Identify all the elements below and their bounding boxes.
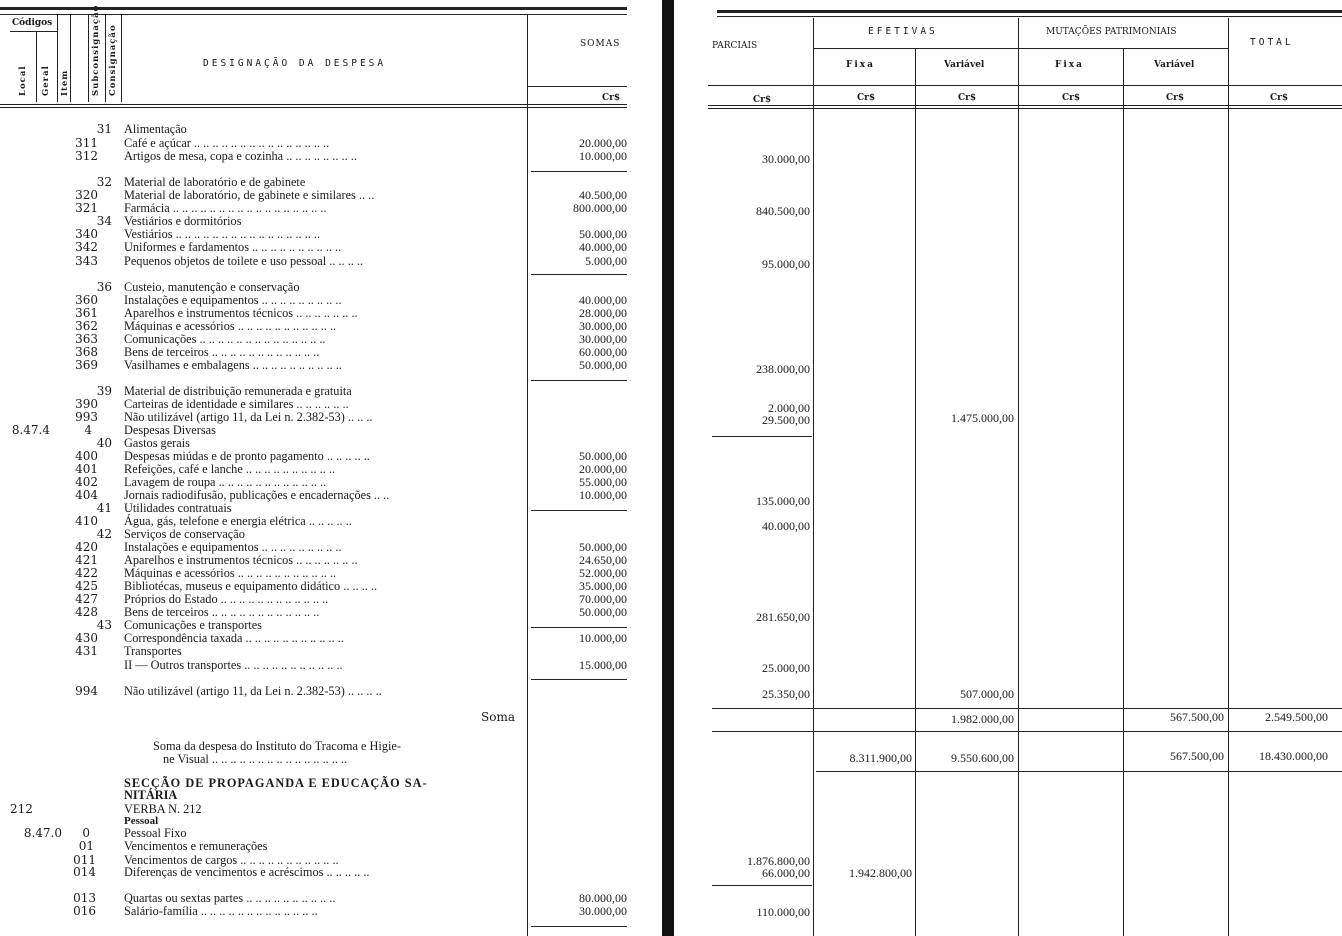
row-code: 01 bbox=[78, 839, 94, 853]
row-code: 32 bbox=[96, 175, 112, 189]
verba-code: 212 bbox=[10, 802, 33, 816]
parcial-value: 66.000,00 bbox=[762, 866, 810, 880]
row-soma: 30.000,00 bbox=[579, 904, 627, 918]
row-description: Serviços de conservação bbox=[124, 527, 245, 541]
row-code: 34 bbox=[96, 214, 112, 228]
row-description: Artigos de mesa, copa e cozinha .. .. .. .. .. .. .. .. bbox=[124, 149, 357, 163]
col-sep bbox=[36, 32, 37, 102]
row-code: 42 bbox=[96, 527, 112, 541]
row-description: Instalações e equipamentos .. .. .. .. .. .. .. .. .. bbox=[124, 540, 342, 554]
parcial-value: 95.000,00 bbox=[762, 257, 810, 271]
subtotal-rule bbox=[531, 171, 627, 172]
row-description: Salário-família .. .. .. .. .. .. .. .. .. .. .. .. .. bbox=[124, 904, 318, 918]
cur-fixa2: Cr$ bbox=[1062, 93, 1081, 103]
row-soma: 10.000,00 bbox=[579, 149, 627, 163]
row-description: Farmácia .. .. .. .. .. .. .. .. .. .. .. .. .. .. .. .. .. bbox=[124, 201, 327, 215]
row-description: Material de laboratório e de gabinete bbox=[124, 175, 306, 189]
row-description: Alimentação bbox=[124, 122, 187, 136]
row-description: Despesas Diversas bbox=[124, 423, 216, 437]
soma-rule bbox=[712, 708, 1342, 709]
row-description: Comunicações e transportes bbox=[124, 618, 262, 632]
subtotal-rule bbox=[531, 274, 627, 275]
variavel-instituto: 9.550.600,00 bbox=[951, 751, 1014, 765]
row-code: 368 bbox=[75, 345, 98, 359]
row-soma: 55.000,00 bbox=[579, 475, 627, 489]
row-code: 311 bbox=[75, 136, 98, 150]
row-code: 340 bbox=[75, 227, 98, 241]
row-description: Instalações e equipamentos .. .. .. .. .. .. .. .. .. bbox=[124, 293, 342, 307]
row-code: 363 bbox=[75, 332, 98, 346]
subtotal-rule bbox=[531, 380, 627, 381]
row-description: Máquinas e acessórios .. .. .. .. .. .. .. .. .. .. .. bbox=[124, 566, 337, 580]
row-code: 4 bbox=[84, 423, 92, 437]
header-cur: Cr$ bbox=[602, 93, 621, 103]
row-code: 321 bbox=[75, 201, 98, 215]
fixa-pessoal: 1.942.800,00 bbox=[849, 866, 912, 880]
row-description: Vestiários e dormitórios bbox=[124, 214, 242, 228]
top-rule bbox=[717, 10, 1342, 13]
header-total: TOTAL bbox=[1250, 37, 1294, 48]
row-code: 362 bbox=[75, 319, 98, 333]
row-code: 342 bbox=[75, 240, 98, 254]
col-sep bbox=[70, 14, 71, 102]
parcial-value: 1.876.800,00 bbox=[747, 854, 810, 868]
row-soma: 52.000,00 bbox=[579, 566, 627, 580]
variavel-value: 1.475.000,00 bbox=[951, 411, 1014, 425]
header-variavel-2: Variável bbox=[1154, 60, 1195, 70]
parcial-value: 281.650,00 bbox=[756, 610, 810, 624]
header-bottom-rule bbox=[708, 105, 1342, 106]
col-sep bbox=[105, 14, 106, 102]
somas-sep bbox=[527, 14, 528, 936]
variavel-value: 507.000,00 bbox=[960, 687, 1014, 701]
row-soma: 35.000,00 bbox=[579, 579, 627, 593]
row-soma: 50.000,00 bbox=[579, 227, 627, 241]
col-sep bbox=[813, 18, 814, 936]
col-sep bbox=[121, 14, 122, 102]
col-sep bbox=[57, 14, 58, 102]
header-somas: SOMAS bbox=[580, 39, 621, 49]
col-sep bbox=[1018, 18, 1019, 936]
row-code: 361 bbox=[75, 306, 98, 320]
row-local-code: 8.47.0 bbox=[23, 826, 62, 840]
header-fixa-2: Fixa bbox=[1055, 60, 1085, 70]
row-soma: 30.000,00 bbox=[579, 332, 627, 346]
pessoal-label: Pessoal bbox=[124, 815, 159, 827]
row-description: Não utilizável (artigo 11, da Lei n. 2.382-53) .. .. .. .. bbox=[124, 684, 382, 698]
col-sep bbox=[1123, 48, 1124, 936]
header-parciais: PARCIAIS bbox=[712, 41, 758, 51]
row-soma: 80.000,00 bbox=[579, 891, 627, 905]
row-description: Água, gás, telefone e energia elétrica .. .. .. .. .. bbox=[124, 514, 352, 528]
cur-var2: Cr$ bbox=[1166, 93, 1185, 103]
subtotal-rule bbox=[531, 627, 627, 628]
row-code: 420 bbox=[75, 540, 98, 554]
total-instituto: 18.430.000,00 bbox=[1259, 749, 1328, 763]
row-code: 427 bbox=[75, 592, 98, 606]
row-code: 011 bbox=[73, 853, 96, 867]
row-code: 320 bbox=[75, 188, 98, 202]
row-code: 422 bbox=[75, 566, 98, 580]
parcial-rule bbox=[712, 436, 812, 437]
row-description: Vestiários .. .. .. .. .. .. .. .. .. .. .. .. .. .. .. .. bbox=[124, 227, 321, 241]
row-code: 360 bbox=[75, 293, 98, 307]
codigos-rule bbox=[10, 31, 58, 32]
row-code: 993 bbox=[75, 410, 98, 424]
parcial-value: 30.000,00 bbox=[762, 152, 810, 166]
header-item: Item bbox=[60, 69, 70, 96]
fixa-instituto: 8.311.900,00 bbox=[849, 751, 912, 765]
row-code: 994 bbox=[75, 684, 98, 698]
row-soma: 40.000,00 bbox=[579, 293, 627, 307]
parcial-value: 25.000,00 bbox=[762, 661, 810, 675]
soma-label: Soma bbox=[481, 710, 515, 724]
row-description: Bens de terceiros .. .. .. .. .. .. .. .. .. .. .. .. bbox=[124, 605, 320, 619]
row-soma: 20.000,00 bbox=[579, 462, 627, 476]
header-designacao: DESIGNAÇÃO DA DESPESA bbox=[203, 58, 387, 69]
row-description: Pequenos objetos de toilete e uso pessoal .. .. .. .. bbox=[124, 254, 364, 268]
col-sep bbox=[1228, 18, 1229, 936]
row-code: 410 bbox=[75, 514, 98, 528]
cur-fixa1: Cr$ bbox=[857, 93, 876, 103]
row-description: Uniformes e fardamentos .. .. .. .. .. .. .. .. .. .. bbox=[124, 240, 342, 254]
row-description: Próprios do Estado .. .. .. .. .. .. .. .. .. .. .. .. bbox=[124, 592, 329, 606]
row-code: 400 bbox=[75, 449, 98, 463]
parcial-value: 40.000,00 bbox=[762, 519, 810, 533]
row-code: 36 bbox=[96, 280, 112, 294]
subheader-rule bbox=[814, 48, 1228, 49]
row-soma: 20.000,00 bbox=[579, 136, 627, 150]
row-description: Correspondência taxada .. .. .. .. .. .. .. .. .. .. .. bbox=[124, 631, 344, 645]
cur-var1: Cr$ bbox=[958, 93, 977, 103]
row-code: 312 bbox=[75, 149, 98, 163]
header-consig: Consignação bbox=[108, 24, 118, 96]
row-description: Bens de terceiros .. .. .. .. .. .. .. .. .. .. .. .. bbox=[124, 345, 320, 359]
somas-rule bbox=[528, 86, 627, 87]
row-code: 343 bbox=[75, 254, 98, 268]
row-soma: 24.650,00 bbox=[579, 553, 627, 567]
row-soma: 10.000,00 bbox=[579, 631, 627, 645]
verba-label: VERBA N. 212 bbox=[124, 802, 202, 816]
mutacoes-variavel-instituto: 567.500,00 bbox=[1170, 749, 1224, 763]
row-description: Pessoal Fixo bbox=[124, 826, 187, 840]
row-description: Café e açúcar .. .. .. .. .. .. .. .. .. .. .. .. .. .. .. bbox=[124, 136, 330, 150]
row-soma: 60.000,00 bbox=[579, 345, 627, 359]
row-code: 390 bbox=[75, 397, 98, 411]
row-soma: 28.000,00 bbox=[579, 306, 627, 320]
row-description: Aparelhos e instrumentos técnicos .. .. .. .. .. .. .. bbox=[124, 553, 358, 567]
parcial-rule bbox=[712, 885, 812, 886]
parcial-value: 135.000,00 bbox=[756, 494, 810, 508]
row-soma: 50.000,00 bbox=[579, 358, 627, 372]
row-soma: 10.000,00 bbox=[579, 488, 627, 502]
row-code: 402 bbox=[75, 475, 98, 489]
parcial-value: 2.000,00 bbox=[768, 401, 810, 415]
header-efetivas: EFETIVAS bbox=[868, 26, 938, 37]
row-description: Diferenças de vencimentos e acréscimos .. .. .. .. .. bbox=[124, 865, 370, 879]
instituto-rule bbox=[816, 771, 1342, 772]
row-code: 369 bbox=[75, 358, 98, 372]
parcial-value: 238.000,00 bbox=[756, 362, 810, 376]
soma-instituto-line1: Soma da despesa do Instituto do Tracoma e Higie- bbox=[153, 739, 401, 753]
row-description: Máquinas e acessórios .. .. .. .. .. .. .. .. .. .. .. bbox=[124, 319, 337, 333]
row-code: 016 bbox=[73, 904, 96, 918]
row-code: 404 bbox=[75, 488, 98, 502]
row-description: II — Outros transportes .. .. .. .. .. .. .. .. .. .. .. bbox=[124, 658, 343, 672]
row-soma: 50.000,00 bbox=[579, 449, 627, 463]
parcial-value: 110.000,00 bbox=[756, 905, 810, 919]
parcial-value: 25.350,00 bbox=[762, 687, 810, 701]
book-spine-shadow bbox=[662, 0, 674, 936]
row-soma: 30.000,00 bbox=[579, 319, 627, 333]
parcial-value: 29.500,00 bbox=[762, 413, 810, 427]
header-bottom-rule2 bbox=[708, 108, 1342, 109]
row-description: Despesas miúdas e de pronto pagamento .. .. .. .. .. bbox=[124, 449, 370, 463]
row-description: Gastos gerais bbox=[124, 436, 190, 450]
row-description: Aparelhos e instrumentos técnicos .. .. .. .. .. .. .. bbox=[124, 306, 358, 320]
row-code: 430 bbox=[75, 631, 98, 645]
row-soma: 40.500,00 bbox=[579, 188, 627, 202]
row-description: Jornais radiodifusão, publicações e encadernações .. .. bbox=[124, 488, 390, 502]
row-code: 31 bbox=[96, 122, 112, 136]
variavel-soma: 1.982.000,00 bbox=[951, 712, 1014, 726]
row-code: 43 bbox=[96, 618, 112, 632]
header-fixa-1: Fixa bbox=[846, 60, 876, 70]
currency-rule bbox=[708, 85, 1342, 86]
col-sep bbox=[915, 48, 916, 936]
row-soma: 40.000,00 bbox=[579, 240, 627, 254]
header-codigos: Códigos bbox=[12, 18, 53, 28]
row-description: Lavagem de roupa .. .. .. .. .. .. .. .. .. .. .. .. bbox=[124, 475, 327, 489]
soma-instituto-line2: ne Visual .. .. .. .. .. .. .. .. .. .. .. .. .. .. .. bbox=[163, 752, 348, 766]
seccao-title-line2: NITÁRIA bbox=[124, 788, 178, 802]
header-local: Local bbox=[18, 65, 28, 96]
row-code: 39 bbox=[96, 384, 112, 398]
total-soma: 2.549.500,00 bbox=[1265, 710, 1328, 724]
header-bottom-rule bbox=[0, 104, 627, 105]
subtotal-rule bbox=[531, 926, 627, 927]
row-description: Vencimentos e remunerações bbox=[124, 839, 268, 853]
row-code: 431 bbox=[75, 644, 98, 658]
row-soma: 5.000,00 bbox=[585, 254, 627, 268]
row-description: Utilidades contratuais bbox=[124, 501, 232, 515]
row-description: Transportes bbox=[124, 644, 182, 658]
seccao-title-line1: SECÇÃO DE PROPAGANDA E EDUCAÇÃO SA- bbox=[124, 776, 428, 790]
row-description: Carteiras de identidade e similares .. .. .. .. .. .. bbox=[124, 397, 349, 411]
row-code: 013 bbox=[73, 891, 96, 905]
header-subcon: Subconsignação bbox=[91, 4, 101, 96]
cur-total: Cr$ bbox=[1270, 93, 1289, 103]
row-local-code: 8.47.4 bbox=[11, 423, 50, 437]
row-code: 401 bbox=[75, 462, 98, 476]
parcial-value: 840.500,00 bbox=[756, 204, 810, 218]
col-sep bbox=[88, 14, 89, 102]
row-description: Material de distribuição remunerada e gratuita bbox=[124, 384, 352, 398]
soma-rule-lower bbox=[712, 731, 1342, 732]
row-description: Vasilhames e embalagens .. .. .. .. .. .. .. .. .. .. bbox=[124, 358, 342, 372]
row-description: Comunicações .. .. .. .. .. .. .. .. .. .. .. .. .. .. bbox=[124, 332, 326, 346]
top-rule-thin bbox=[717, 16, 1342, 17]
row-code: 014 bbox=[73, 865, 96, 879]
row-soma: 15.000,00 bbox=[579, 658, 627, 672]
subtotal-rule bbox=[531, 679, 627, 680]
row-description: Material de laboratório, de gabinete e similares .. .. bbox=[124, 188, 375, 202]
mutacoes-variavel-soma: 567.500,00 bbox=[1170, 710, 1224, 724]
header-variavel-1: Variável bbox=[944, 60, 985, 70]
row-description: Bibliotécas, museus e equipamento didático .. .. .. .. bbox=[124, 579, 378, 593]
row-soma: 50.000,00 bbox=[579, 540, 627, 554]
row-soma: 70.000,00 bbox=[579, 592, 627, 606]
row-description: Quartas ou sextas partes .. .. .. .. .. .. .. .. .. .. bbox=[124, 891, 336, 905]
header-geral: Geral bbox=[41, 65, 51, 96]
row-soma: 50.000,00 bbox=[579, 605, 627, 619]
row-description: Vencimentos de cargos .. .. .. .. .. .. .. .. .. .. .. bbox=[124, 853, 339, 867]
row-description: Custeio, manutenção e conservação bbox=[124, 280, 300, 294]
row-code: 41 bbox=[96, 501, 112, 515]
cur-parciais: Cr$ bbox=[753, 95, 772, 105]
row-soma: 800.000,00 bbox=[573, 201, 627, 215]
header-mutacoes: MUTAÇÕES PATRIMONIAIS bbox=[1046, 27, 1177, 37]
subtotal-rule bbox=[531, 510, 627, 511]
row-code: 428 bbox=[75, 605, 98, 619]
row-code: 40 bbox=[96, 436, 112, 450]
row-code: 425 bbox=[75, 579, 98, 593]
row-description: Refeições, café e lanche .. .. .. .. .. .. .. .. .. .. bbox=[124, 462, 336, 476]
row-description: Não utilizável (artigo 11, da Lei n. 2.382-53) .. .. .. bbox=[124, 410, 373, 424]
row-code: 421 bbox=[75, 553, 98, 567]
row-code: 0 bbox=[82, 826, 90, 840]
header-bottom-rule2 bbox=[0, 107, 627, 108]
